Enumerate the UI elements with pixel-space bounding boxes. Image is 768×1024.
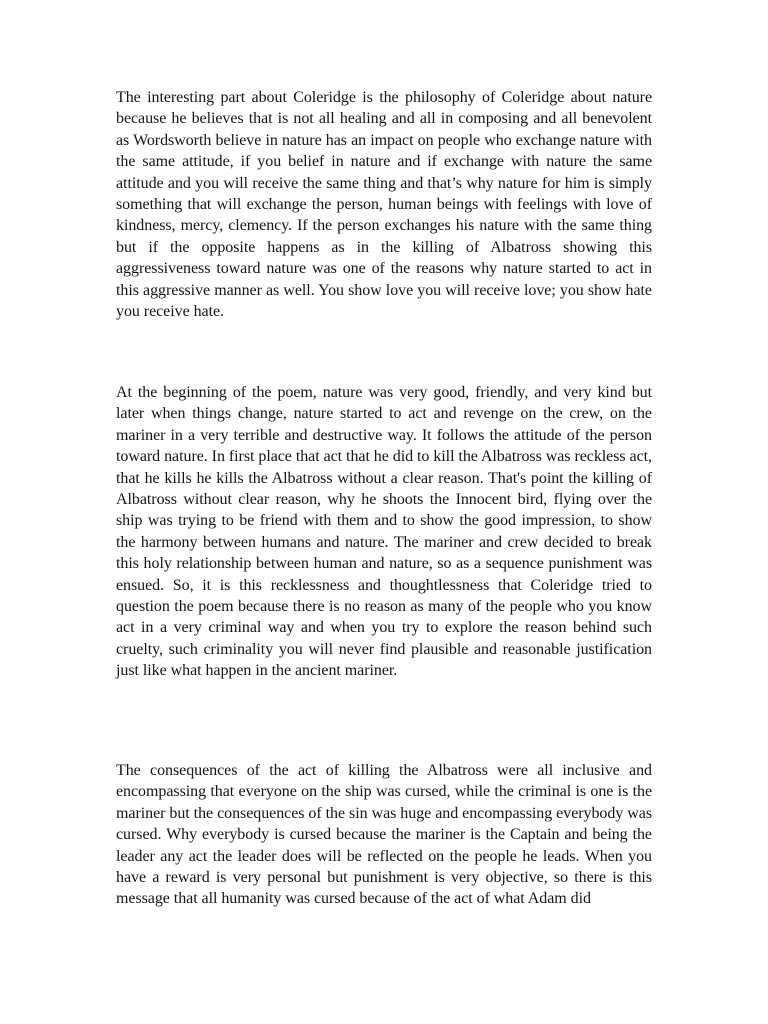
paragraph-beginning-of-poem: At the beginning of the poem, nature was very good, friendly, and very kind but later when things change, nature started to act and revenge on the crew, on the mariner in a very terrible and destructive way. It follows the attitude of the person toward nature. In first place that act that he did to kill the Albatross was reckless act, that he kills he kills the Albatross without a clear reason. That's point the killing of Albatross without clear reason, why he shoots the Innocent bird, flying over the ship was trying to be friend with them and to show the good impression, to show the harmony between humans and nature. The mariner and crew decided to break this holy relationship between human and nature, so as a sequence punishment was ensued. So, it is this recklessness and thoughtlessness that Coleridge tried to question the poem because there is no reason as many of the people who you know act in a very criminal way and when you try to explore the reason behind such cruelty, such criminality you will never find plausible and reasonable justification just like what happen in the ancient mariner. <box>116 384 652 680</box>
paragraph-consequences: The consequences of the act of killing the Albatross were all inclusive and encompassing that everyone on the ship was cursed, while the criminal is one is the mariner but the consequences of the sin was huge and encompassing everybody was cursed. Why everybody is cursed because the mariner is the Captain and being the leader any act the leader does will be reflected on the people he leads. When you have a reward is very personal but punishment is very objective, so there is this message that all humanity was cursed because of the act of what Adam did <box>116 762 652 908</box>
paragraph-coleridge-philosophy: The interesting part about Coleridge is the philosophy of Coleridge about nature because he believes that is not all healing and all in composing and all benevolent as Wordsworth believe in nature has an impact on people who exchange nature with the same attitude, if you belief in nature and if exchange with nature the same attitude and you will receive the same thing and that’s why nature for him is simply something that will exchange the person, human beings with feelings with love of kindness, mercy, clemency. If the person exchanges his nature with the same thing but if the opposite happens as in the killing of Albatross showing this aggressiveness toward nature was one of the reasons why nature started to act in this aggressive manner as well. You show love you will receive love; you show hate you receive hate. <box>116 89 652 321</box>
